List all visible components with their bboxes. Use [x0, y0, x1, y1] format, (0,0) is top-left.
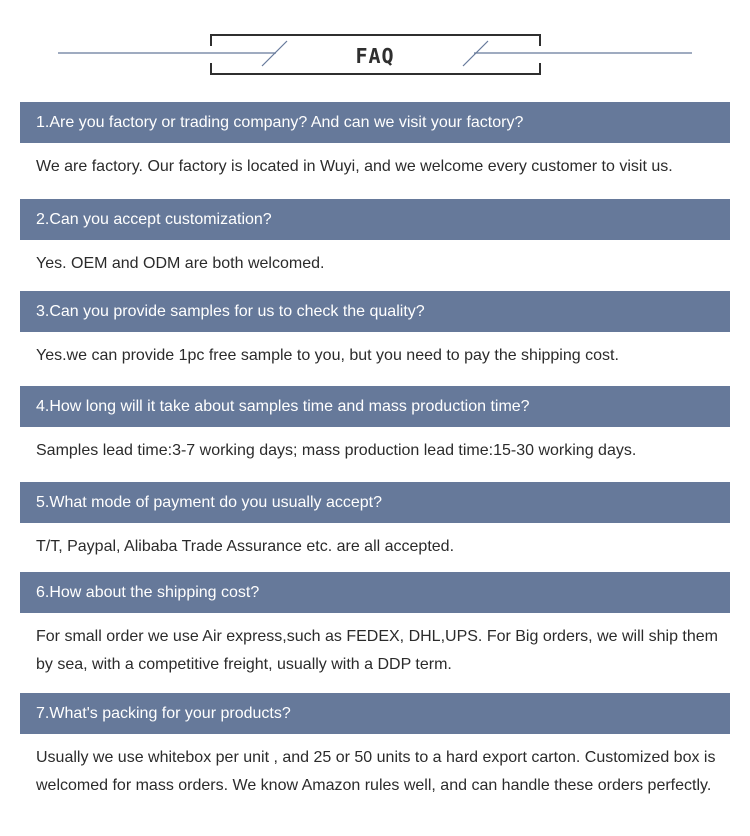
faq-answer-1: We are factory. Our factory is located in Wuyi, and we welcome every customer to visit us.	[36, 158, 673, 175]
faq-question-4: 4.How long will it take about samples time and mass production time?	[20, 386, 730, 427]
faq-answer-6: For small order we use Air express,such as FEDEX, DHL,UPS. For Big orders, we will ship them by sea, with a competitive freight, usually with a DDP term.	[36, 628, 718, 673]
faq-answer-7: Usually we use whitebox per unit , and 25 or 50 units to a hard export carton. Customized box is welcomed for mass orders. We know Amazon rules well, and can handle these orders perfectly.	[36, 749, 716, 794]
faq-question-2: 2.Can you accept customization?	[20, 199, 730, 240]
faq-question-3: 3.Can you provide samples for us to check the quality?	[20, 291, 730, 332]
page-title: FAQ	[355, 44, 395, 68]
faq-answer-3: Yes.we can provide 1pc free sample to you, but you need to pay the shipping cost.	[36, 347, 619, 364]
faq-answer-2: Yes. OEM and ODM are both welcomed.	[36, 255, 325, 272]
faq-title-banner	[0, 0, 750, 100]
faq-question-1: 1.Are you factory or trading company? And can we visit your factory?	[20, 102, 730, 143]
faq-question-7: 7.What's packing for your products?	[20, 693, 730, 734]
faq-question-6: 6.How about the shipping cost?	[20, 572, 730, 613]
faq-answer-5: T/T, Paypal, Alibaba Trade Assurance etc. are all accepted.	[36, 538, 455, 555]
faq-question-5: 5.What mode of payment do you usually accept?	[20, 482, 730, 523]
faq-answer-4: Samples lead time:3-7 working days; mass production lead time:15-30 working days.	[36, 442, 637, 459]
